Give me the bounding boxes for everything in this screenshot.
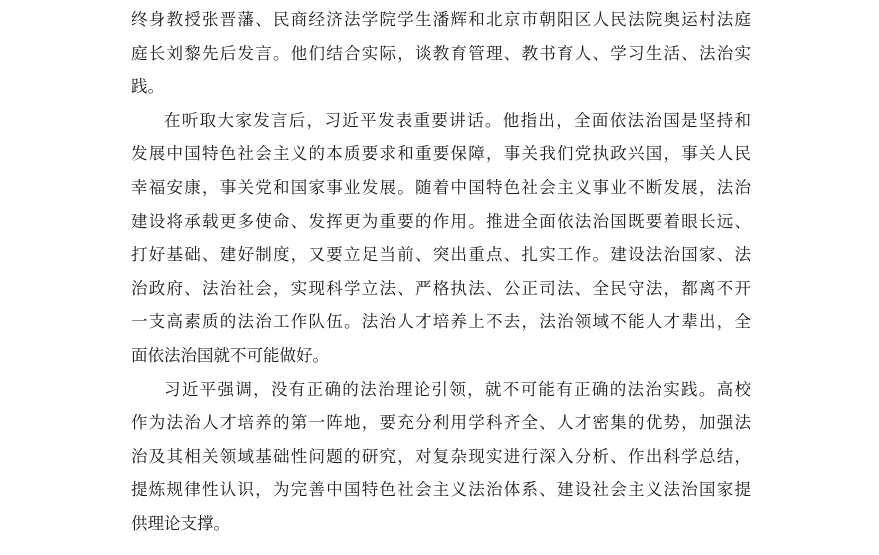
text-line: 庭长刘黎先后发言。他们结合实际，谈教育管理、教书育人、学习生活、法治实 <box>131 43 751 63</box>
paragraph-1 <box>131 3 751 104</box>
text-line: 幸福安康，事关党和国家事业发展。随着中国特色社会主义事业不断发展，法治 <box>131 177 751 197</box>
text-line: 建设将承载更多使命、发挥更为重要的作用。推进全面依法治国既要着眼长远、 <box>131 211 751 231</box>
article-body <box>131 0 751 541</box>
text-line: 提炼规律性认识，为完善中国特色社会主义法治体系、建设社会主义法治国家提 <box>131 480 751 500</box>
text-line: 终身教授张晋藩、民商经济法学院学生潘辉和北京市朝阳区人民法院奥运村法庭 <box>131 10 751 29</box>
text-line: 一支高素质的法治工作队伍。法治人才培养上不去，法治领域不能人才辈出，全 <box>131 312 751 332</box>
text-line: 治政府、法治社会，实现科学立法、严格执法、公正司法、全民守法，都离不开 <box>131 278 751 298</box>
text-line: 在听取大家发言后，习近平发表重要讲话。他指出，全面依法治国是坚持和 <box>164 110 751 130</box>
text-line: 习近平强调，没有正确的法治理论引领，就不可能有正确的法治实践。高校 <box>164 379 751 399</box>
text-line: 践。 <box>131 77 164 97</box>
paragraph-2 <box>131 104 751 373</box>
paragraph-3 <box>131 373 751 541</box>
text-line: 打好基础、建好制度，又要立足当前、突出重点、扎实工作。建设法治国家、法 <box>131 245 751 265</box>
text-line: 发展中国特色社会主义的本质要求和重要保障，事关我们党执政兴国，事关人民 <box>131 144 751 164</box>
text-line: 面依法治国就不可能做好。 <box>131 345 329 365</box>
text-line: 作为法治人才培养的第一阵地，要充分利用学科齐全、人才密集的优势，加强法 <box>131 413 751 433</box>
text-line: 供理论支撑。 <box>131 513 230 533</box>
text-line: 治及其相关领域基础性问题的研究，对复杂现实进行深入分析、作出科学总结， <box>131 446 751 466</box>
